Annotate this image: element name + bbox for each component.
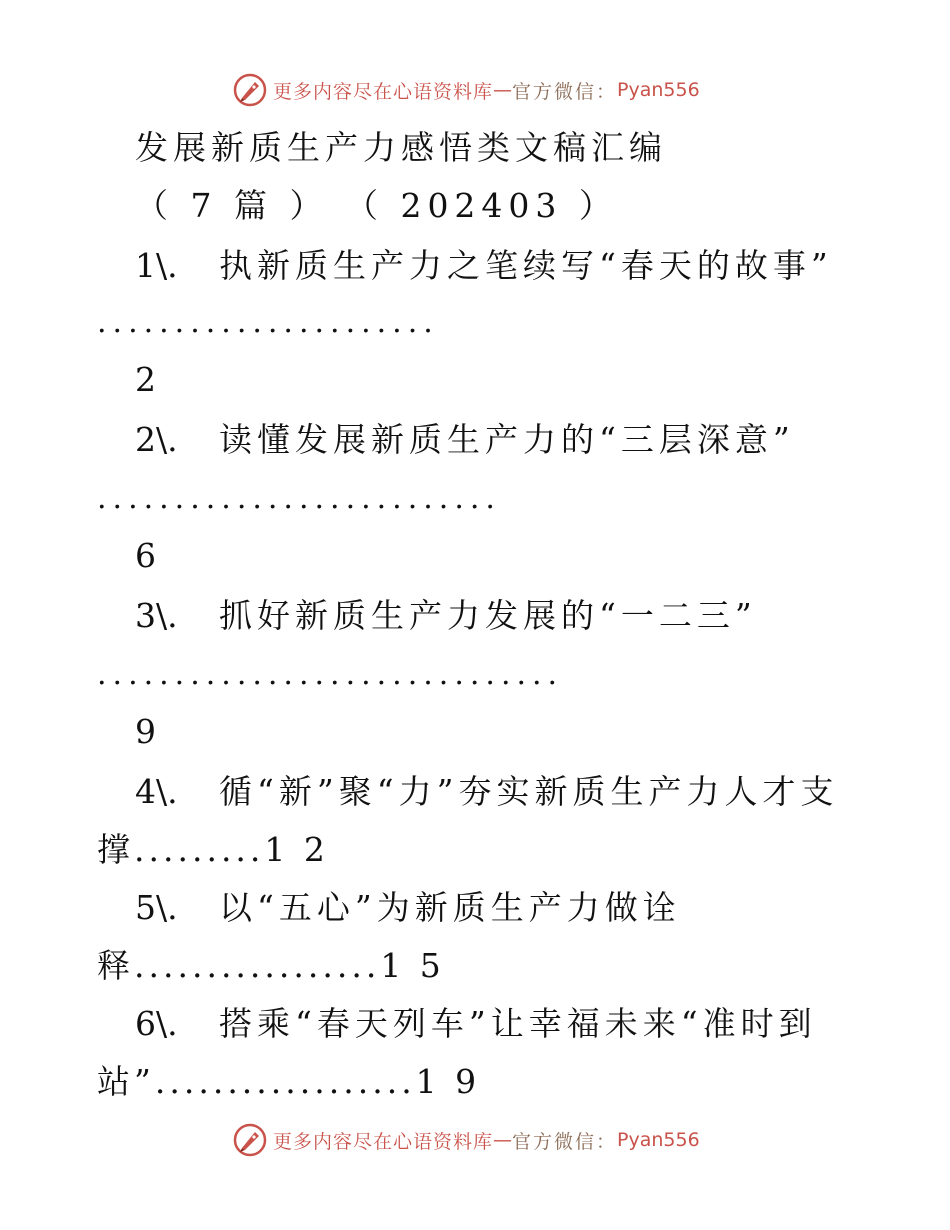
watermark-main-text: 更多内容尽在心语资料库 — [273, 80, 494, 103]
toc-item-2[interactable] — [135, 420, 795, 460]
toc-item-2-title: 读懂发展新质生产力的“三层深意” — [219, 420, 795, 459]
watermark-official-label: 官方微信： — [512, 1130, 618, 1153]
toc-item-1-page[interactable]: 2 — [135, 360, 161, 399]
toc-item-6[interactable] — [135, 1004, 817, 1044]
toc-item-5-number: 5\. — [135, 888, 178, 927]
watermark-dash: — — [493, 79, 513, 101]
toc-item-5[interactable] — [135, 888, 681, 928]
watermark-official-label: 官方微信： — [512, 80, 618, 103]
toc-item-6-continuation[interactable]: 站”..................1 9 — [97, 1062, 481, 1101]
toc-item-2-page[interactable]: 6 — [135, 536, 161, 575]
toc-item-3-title: 抓好新质生产力发展的“一二三” — [219, 596, 757, 635]
watermark-dash: — — [493, 1129, 513, 1151]
toc-item-6-number: 6\. — [135, 1004, 178, 1043]
toc-item-5-title: 以“五心”为新质生产力做诠 — [219, 888, 681, 927]
fountain-pen-logo-icon — [233, 1123, 267, 1157]
fountain-pen-logo-icon — [233, 73, 267, 107]
toc-item-4-title: 循“新”聚“力”夯实新质生产力人才支 — [219, 772, 839, 811]
toc-item-3-page[interactable]: 9 — [135, 712, 161, 751]
toc-item-2-leader: .......................... — [97, 481, 501, 516]
watermark-main-text: 更多内容尽在心语资料库 — [273, 1130, 494, 1153]
header-watermark — [233, 70, 700, 110]
toc-item-1-leader: ...................... — [97, 305, 439, 340]
toc-item-4-continuation[interactable]: 撑.........1 2 — [97, 830, 329, 869]
watermark-wechat-id: Pyan556 — [617, 79, 700, 101]
footer-watermark — [233, 1120, 700, 1160]
toc-item-3-leader: .............................. — [97, 657, 564, 692]
toc-item-4[interactable] — [135, 772, 838, 812]
toc-item-2-number: 2\. — [135, 420, 178, 459]
toc-item-1[interactable] — [135, 246, 833, 286]
document-title: 发展新质生产力感悟类文稿汇编 — [135, 128, 667, 167]
toc-item-3[interactable] — [135, 596, 757, 636]
toc-item-1-number: 1\. — [135, 246, 178, 285]
toc-item-4-number: 4\. — [135, 772, 178, 811]
watermark-wechat-id: Pyan556 — [617, 1129, 700, 1151]
toc-item-3-number: 3\. — [135, 596, 178, 635]
toc-item-5-continuation[interactable]: 释.................1 5 — [97, 946, 445, 985]
toc-item-1-title: 执新质生产力之笔续写“春天的故事” — [219, 246, 833, 285]
toc-item-6-title: 搭乘“春天列车”让幸福未来“准时到 — [219, 1004, 817, 1043]
document-subtitle: （ 7 篇 ） （ 202403 ） — [135, 186, 618, 225]
